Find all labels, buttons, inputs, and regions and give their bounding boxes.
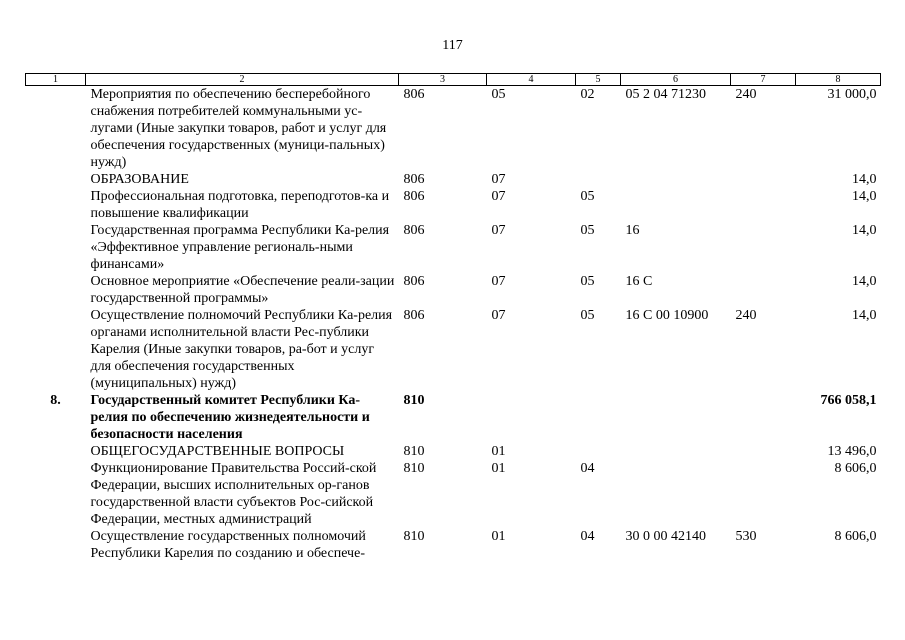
expense-name-cell: Государственный комитет Республики Ка-релия по обеспечению жизнедеятельности и безопасности населения [90,393,370,442]
row-number-cell [26,460,86,528]
target-article-code-cell [621,392,731,443]
subsection-code-cell: 05 [580,189,595,204]
expense-type-code-cell [731,443,796,460]
page-number: 117 [442,38,463,53]
expense-type-code-cell [731,273,796,307]
target-article-code-cell: 30 0 00 42140 [625,529,706,544]
row-number-cell [26,222,86,273]
section-code-cell: 05 [491,87,506,102]
expense-type-code-cell: 240 [735,87,757,102]
amount-cell: 14,0 [852,308,877,323]
ministry-code-cell: 810 [403,444,425,459]
table-row [26,171,881,188]
budget-table-body [26,86,881,563]
table-row [26,307,881,392]
expense-type-code-cell: 240 [735,308,757,323]
expense-type-code-cell [731,188,796,222]
section-code-cell: 07 [491,189,506,204]
expense-name-cell: Основное мероприятие «Обеспечение реали-зации государственной программы» [90,274,395,306]
table-row [26,460,881,528]
expense-name-cell: Профессиональная подготовка, переподготов-ка и повышение квалификации [90,189,390,221]
ministry-code-cell: 806 [403,189,425,204]
ministry-code-cell: 806 [403,308,425,323]
column-header-4: 4 [487,74,576,86]
column-number-header-row [26,74,881,86]
table-row [26,443,881,460]
target-article-code-cell [621,443,731,460]
column-header-8: 8 [796,74,881,86]
expense-name-cell: Государственная программа Республики Ка-релия «Эффективное управление региональ-ными финансами» [90,223,390,272]
table-row [26,273,881,307]
expense-name-cell: ОБРАЗОВАНИЕ [90,172,189,187]
section-code-cell: 01 [491,444,506,459]
column-header-7: 7 [731,74,796,86]
amount-cell: 14,0 [852,274,877,289]
target-article-code-cell [621,188,731,222]
row-number-cell [26,86,86,172]
column-header-5: 5 [576,74,621,86]
section-code-cell: 01 [491,461,506,476]
row-number-cell [26,188,86,222]
section-code-cell [487,392,576,443]
expense-type-code-cell: 530 [735,529,757,544]
amount-cell: 13 496,0 [827,444,877,459]
amount-cell: 31 000,0 [827,87,877,102]
subsection-code-cell [576,171,621,188]
ministry-code-cell: 810 [403,529,425,544]
target-article-code-cell [621,171,731,188]
target-article-code-cell: 05 2 04 71230 [625,87,706,102]
expense-name-cell: Функционирование Правительства Россий-ской Федерации, высших исполнительных ор-ганов государственной власти субъектов Рос-сийской Федерации, местных администраций [90,461,377,527]
subsection-code-cell [576,443,621,460]
subsection-code-cell [576,392,621,443]
expense-name-cell: Осуществление государственных полномочий Республики Карелия по созданию и обеспече- [90,529,366,561]
expense-type-code-cell [731,392,796,443]
amount-cell: 8 606,0 [834,529,877,544]
subsection-code-cell: 04 [580,529,595,544]
ministry-code-cell: 806 [403,223,425,238]
target-article-code-cell [621,460,731,528]
row-number-cell: 8. [50,393,61,408]
amount-cell: 14,0 [852,172,877,187]
subsection-code-cell: 05 [580,274,595,289]
row-number-cell [26,171,86,188]
expense-type-code-cell [731,222,796,273]
ministry-code-cell: 806 [403,172,425,187]
column-header-2: 2 [86,74,399,86]
subsection-code-cell: 02 [580,87,595,102]
row-number-cell [26,528,86,562]
amount-cell: 14,0 [852,189,877,204]
expense-name-cell: ОБЩЕГОСУДАРСТВЕННЫЕ ВОПРОСЫ [90,444,345,459]
expense-type-code-cell [731,460,796,528]
row-number-cell [26,307,86,392]
table-row [26,86,881,172]
row-number-cell [26,273,86,307]
column-header-6: 6 [621,74,731,86]
amount-cell: 8 606,0 [834,461,877,476]
amount-cell: 14,0 [852,223,877,238]
section-code-cell: 07 [491,308,506,323]
section-code-cell: 07 [491,274,506,289]
table-row [26,528,881,562]
subsection-code-cell: 05 [580,308,595,323]
target-article-code-cell: 16 С [625,274,653,289]
subsection-code-cell: 04 [580,461,595,476]
section-code-cell: 01 [491,529,506,544]
ministry-code-cell: 810 [403,393,425,408]
expense-type-code-cell [731,171,796,188]
budget-table [25,73,881,562]
expense-name-cell: Мероприятия по обеспечению бесперебойного снабжения потребителей коммунальными ус-лугами (Иные закупки товаров, работ и услуг для обеспечения государственных (муници-пальных) нужд) [90,87,387,170]
ministry-code-cell: 810 [403,461,425,476]
column-header-1: 1 [26,74,86,86]
subsection-code-cell: 05 [580,223,595,238]
target-article-code-cell: 16 С 00 10900 [625,308,709,323]
section-code-cell: 07 [491,223,506,238]
row-number-cell [26,443,86,460]
table-row [26,392,881,443]
table-row [26,188,881,222]
expense-name-cell: Осуществление полномочий Республики Ка-релия органами исполнительной власти Рес-публики Карелия (Иные закупки товаров, ра-бот и услуг для обеспечения государственных (муниципальных) нужд) [90,308,393,391]
amount-cell: 766 058,1 [820,393,877,408]
table-row [26,222,881,273]
ministry-code-cell: 806 [403,274,425,289]
ministry-code-cell: 806 [403,87,425,102]
section-code-cell: 07 [491,172,506,187]
column-header-3: 3 [399,74,487,86]
target-article-code-cell: 16 [625,223,640,238]
